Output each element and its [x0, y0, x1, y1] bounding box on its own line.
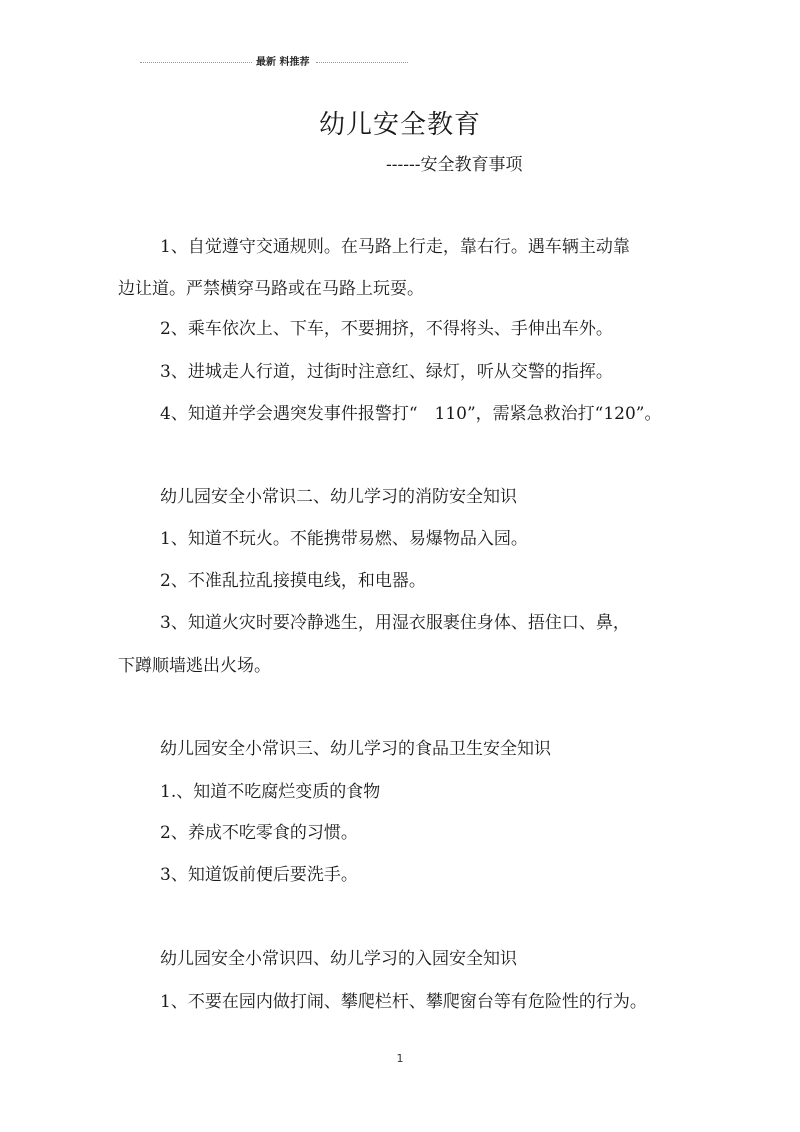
traffic-rule-1-cont: 边让道。严禁横穿马路或在马路上玩耍。	[118, 279, 424, 299]
food-safety-item-3: 3、知道饭前便后要洗手。	[160, 865, 358, 885]
traffic-rule-1: 1、自觉遵守交通规则。在马路上行走，靠右行。遇车辆主动靠	[160, 237, 630, 257]
fire-safety-item-2: 2、不准乱拉乱接摸电线，和电器。	[160, 571, 426, 591]
food-safety-heading: 幼儿园安全小常识三、幼儿学习的食品卫生安全知识	[160, 739, 551, 759]
entry-safety-item-1: 1、不要在园内做打闹、攀爬栏杆、攀爬窗台等有危险性的行为。	[160, 992, 647, 1012]
page-title: 幼儿安全教育	[318, 110, 481, 140]
traffic-rule-2: 2、乘车依次上、下车，不要拥挤，不得将头、手伸出车外。	[160, 319, 613, 339]
fire-safety-heading: 幼儿园安全小常识二、幼儿学习的消防安全知识	[160, 487, 517, 507]
food-safety-item-1: 1.、知道不吃腐烂变质的食物	[160, 782, 381, 802]
page-number: 1	[396, 1052, 404, 1065]
food-safety-item-2: 2、养成不吃零食的习惯。	[160, 823, 358, 843]
page-subtitle: ------安全教育事项	[386, 155, 523, 175]
fire-safety-item-3: 3、知道火灾时要冷静逃生，用湿衣服裹住身体、捂住口、鼻，	[160, 613, 630, 633]
traffic-rule-4: 4、知道并学会遇突发事件报警打“ 110”，需紧急救治打“120”。	[160, 404, 662, 424]
header-text: 最新 料推荐	[256, 57, 310, 68]
traffic-rule-3: 3、进城走人行道，过街时注意红、绿灯，听从交警的指挥。	[160, 362, 613, 382]
header-rule-right	[316, 62, 408, 63]
header-rule-left	[140, 62, 252, 63]
fire-safety-item-3-cont: 下蹲顺墙逃出火场。	[118, 656, 271, 676]
entry-safety-heading: 幼儿园安全小常识四、幼儿学习的入园安全知识	[160, 949, 517, 969]
fire-safety-item-1: 1、知道不玩火。不能携带易燃、易爆物品入园。	[160, 529, 528, 549]
